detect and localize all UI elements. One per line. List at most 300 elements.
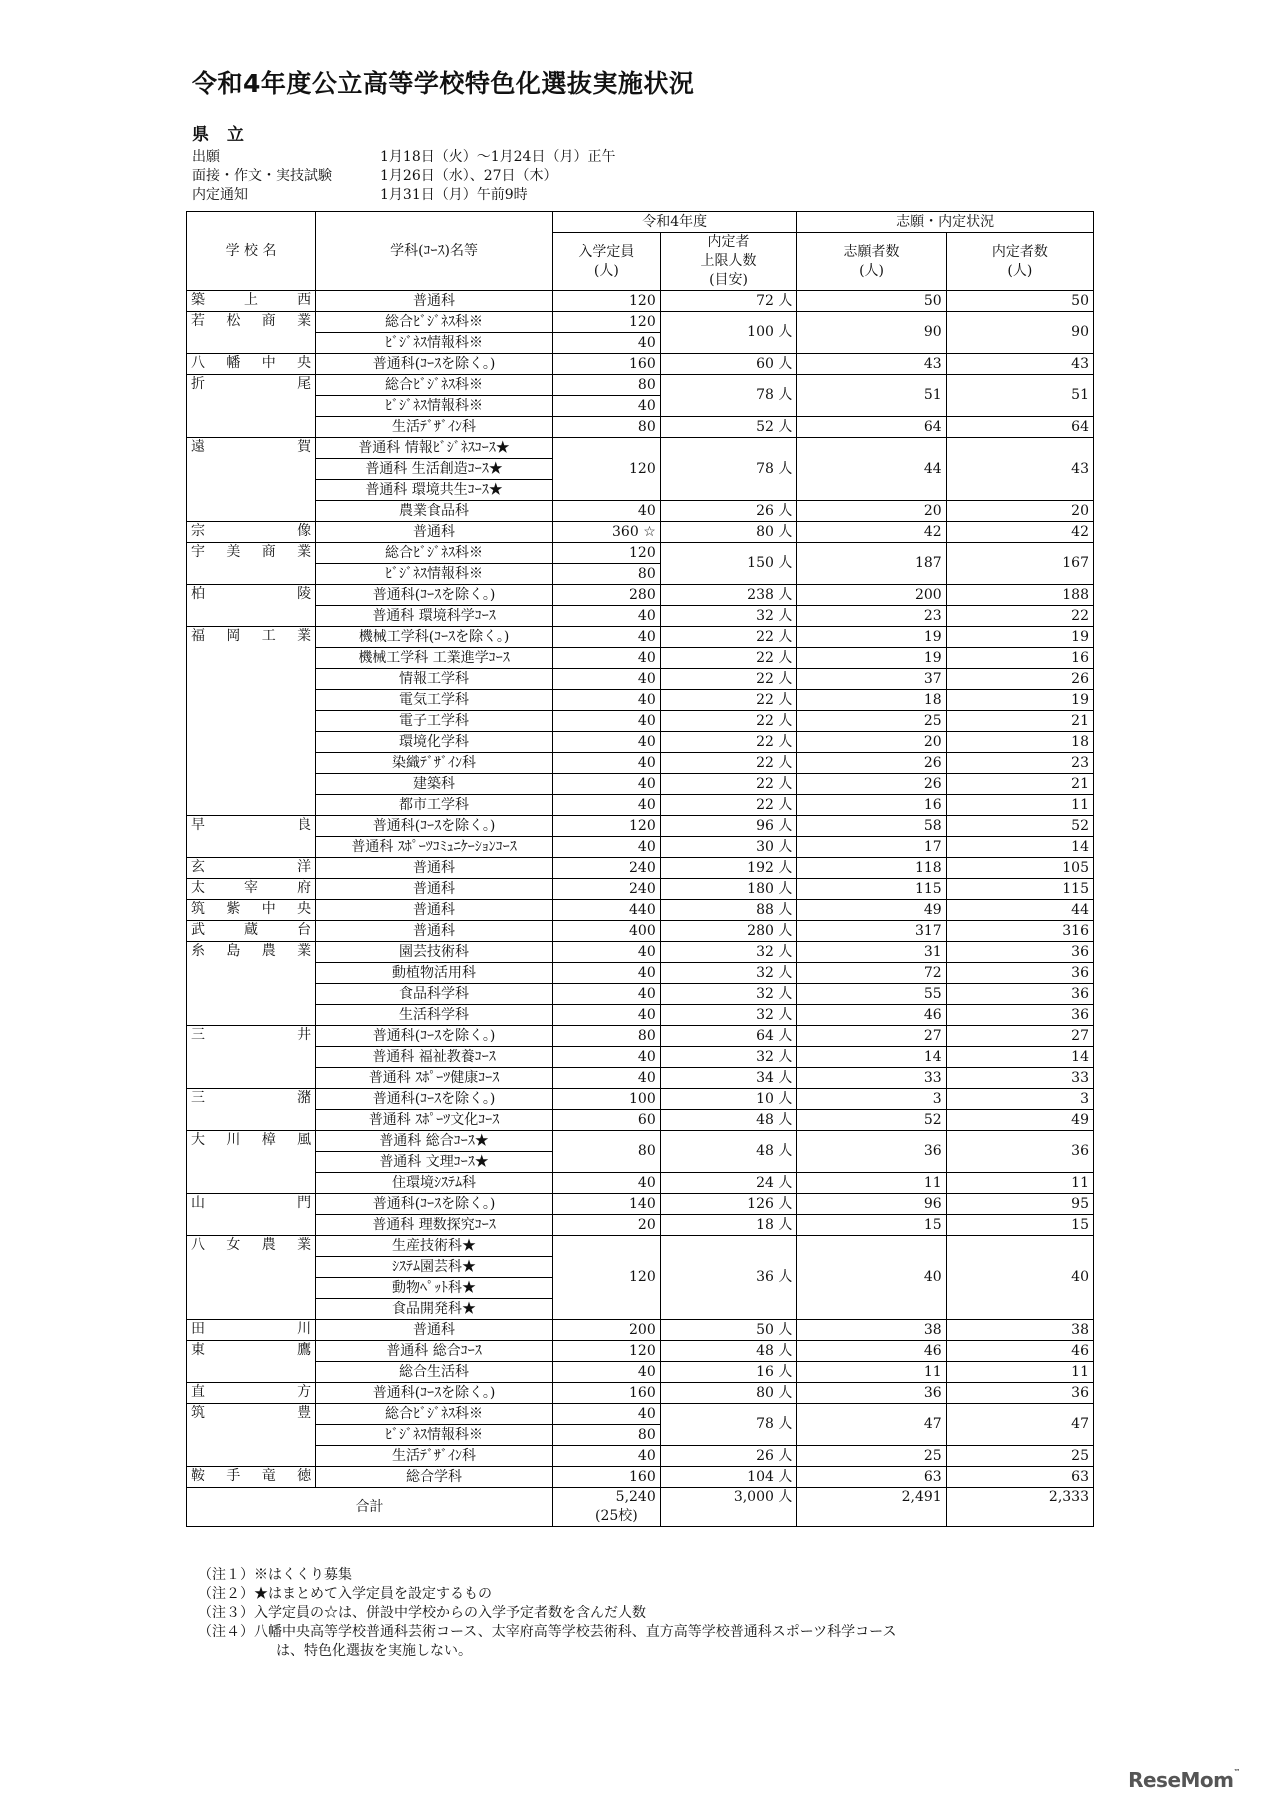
school-name: 大 川 樟 風 [187,1131,316,1194]
selection-status-table [186,211,1094,1527]
admitted-value: 11 [946,1362,1093,1383]
admitted-value: 36 [946,1131,1093,1173]
dept-name: 住環境ｼｽﾃﾑ科 [316,1173,553,1194]
limit-value: 10 人 [660,1089,797,1110]
applicants-value: 46 [797,1005,946,1026]
admitted-value: 44 [946,900,1093,921]
quota-value: 80 [552,1131,660,1173]
school-name: 東 鷹 [187,1341,316,1383]
applicants-value: 16 [797,795,946,816]
admitted-value: 11 [946,795,1093,816]
quota-value: 240 [552,879,660,900]
dept-name: 総合ﾋﾞｼﾞﾈｽ科※ [316,543,553,564]
limit-value: 22 人 [660,753,797,774]
applicants-value: 37 [797,669,946,690]
admitted-value: 40 [946,1236,1093,1320]
quota-value: 120 [552,1236,660,1320]
dept-name: ﾋﾞｼﾞﾈｽ情報科※ [316,564,553,585]
note: （注２）★はまとめて入学定員を設定するもの [198,1586,492,1602]
limit-value: 48 人 [660,1341,797,1362]
dept-name: 普通科 環境科学ｺｰｽ [316,606,553,627]
limit-value: 150 人 [660,543,797,585]
schedule-label: 出願 [192,149,220,165]
admitted-value: 46 [946,1341,1093,1362]
applicants-value: 18 [797,690,946,711]
note-continuation: は、特色化選抜を実施しない。 [276,1643,472,1659]
school-name: 筑 紫 中 央 [187,900,316,921]
quota-value: 160 [552,354,660,375]
quota-value: 40 [552,1068,660,1089]
limit-value: 78 人 [660,1404,797,1446]
quota-value: 40 [552,627,660,648]
table-row [187,837,1094,858]
limit-value: 32 人 [660,984,797,1005]
limit-value: 22 人 [660,795,797,816]
dept-name: ﾋﾞｼﾞﾈｽ情報科※ [316,1425,553,1446]
school-name: 筑 豊 [187,1404,316,1467]
quota-value: 240 [552,858,660,879]
applicants-value: 118 [797,858,946,879]
limit-value: 22 人 [660,774,797,795]
limit-value: 30 人 [660,837,797,858]
admitted-value: 16 [946,648,1093,669]
header-dept: 学科(ｺｰｽ)名等 [316,212,553,291]
school-name: 三 潴 [187,1089,316,1131]
admitted-value: 167 [946,543,1093,585]
dept-name: 生活科学科 [316,1005,553,1026]
limit-value: 22 人 [660,627,797,648]
header-limit-line: (目安) [709,272,749,288]
dept-name: 総合学科 [316,1467,553,1488]
page-title: 令和4年度公立高等学校特色化選抜実施状況 [192,69,695,98]
school-name: 八 女 農 業 [187,1236,316,1320]
limit-value: 48 人 [660,1110,797,1131]
dept-name: 普通科(ｺｰｽを除く。) [316,354,553,375]
schedule-label: 内定通知 [192,187,248,203]
limit-value: 26 人 [660,1446,797,1467]
quota-value: 140 [552,1194,660,1215]
limit-value: 64 人 [660,1026,797,1047]
table-row [187,606,1094,627]
applicants-value: 31 [797,942,946,963]
admitted-value: 36 [946,984,1093,1005]
table-row [187,354,1094,375]
school-name: 福 岡 工 業 [187,627,316,816]
admitted-value: 18 [946,732,1093,753]
trademark-icon: ™ [1233,1768,1240,1776]
limit-value: 80 人 [660,1383,797,1404]
dept-name: 普通科(ｺｰｽを除く。) [316,1026,553,1047]
applicants-value: 44 [797,438,946,501]
applicants-value: 55 [797,984,946,1005]
quota-value: 440 [552,900,660,921]
admitted-value: 49 [946,1110,1093,1131]
header-limit-line: 上限人数 [700,253,757,269]
school-name: 山 門 [187,1194,316,1236]
dept-name: 食品科学科 [316,984,553,1005]
limit-value: 32 人 [660,1047,797,1068]
schedule-value: 1月18日（火）～1月24日（月）正午 [380,149,616,165]
dept-name: 機械工学科 工業進学ｺｰｽ [316,648,553,669]
limit-value: 22 人 [660,648,797,669]
limit-value: 238 人 [660,585,797,606]
quota-value: 80 [552,417,660,438]
limit-value: 80 人 [660,522,797,543]
admitted-value: 188 [946,585,1093,606]
limit-value: 16 人 [660,1362,797,1383]
note: （注１）※はくくり募集 [198,1567,352,1583]
table-row [187,732,1094,753]
school-name: 折 尾 [187,375,316,438]
quota-value: 40 [552,1362,660,1383]
table-row [187,291,1094,312]
schedule-row [192,148,615,167]
applicants-value: 43 [797,354,946,375]
total-applicants: 2,491 [797,1488,946,1527]
admitted-value: 33 [946,1068,1093,1089]
dept-name: 普通科 [316,858,553,879]
dept-name: 普通科 ｽﾎﾟｰﾂ文化ｺｰｽ [316,1110,553,1131]
dept-name: 普通科 福祉教養ｺｰｽ [316,1047,553,1068]
quota-value: 160 [552,1383,660,1404]
applicants-value: 200 [797,585,946,606]
school-name: 太 宰 府 [187,879,316,900]
dept-name: 普通科 [316,1320,553,1341]
applicants-value: 15 [797,1215,946,1236]
table-row [187,627,1094,648]
table-row [187,1047,1094,1068]
applicants-value: 11 [797,1173,946,1194]
quota-value: 400 [552,921,660,942]
limit-value: 104 人 [660,1467,797,1488]
school-name: 鞍 手 竜 徳 [187,1467,316,1488]
dept-name: 普通科 環境共生ｺｰｽ★ [316,480,553,501]
quota-value: 40 [552,774,660,795]
admitted-value: 43 [946,354,1093,375]
admitted-value: 115 [946,879,1093,900]
limit-value: 100 人 [660,312,797,354]
applicants-value: 20 [797,501,946,522]
applicants-value: 19 [797,627,946,648]
quota-value: 280 [552,585,660,606]
limit-value: 22 人 [660,732,797,753]
quota-value: 40 [552,1005,660,1026]
logo-text: ReseMom [1128,1768,1234,1792]
school-name: 早 良 [187,816,316,858]
dept-name: 普通科 [316,879,553,900]
limit-value: 180 人 [660,879,797,900]
table-row [187,1467,1094,1488]
applicants-value: 46 [797,1341,946,1362]
school-name: 八 幡 中 央 [187,354,316,375]
dept-name: 普通科(ｺｰｽを除く。) [316,816,553,837]
dept-name: 普通科 総合ｺｰｽ★ [316,1131,553,1152]
header-admitted-unit: (人) [1007,262,1033,279]
admitted-value: 51 [946,375,1093,417]
quota-value: 360 ☆ [552,522,660,543]
quota-value: 40 [552,396,660,417]
admitted-value: 43 [946,438,1093,501]
table-row [187,900,1094,921]
admitted-value: 47 [946,1404,1093,1446]
prefecture-label: 県 立 [192,125,250,145]
quota-value: 120 [552,312,660,333]
applicants-value: 19 [797,648,946,669]
applicants-value: 40 [797,1236,946,1320]
limit-value: 60 人 [660,354,797,375]
dept-name: 普通科(ｺｰｽを除く。) [316,1194,553,1215]
limit-value: 78 人 [660,438,797,501]
limit-value: 24 人 [660,1173,797,1194]
applicants-value: 115 [797,879,946,900]
applicants-value: 14 [797,1047,946,1068]
limit-value: 32 人 [660,606,797,627]
total-quota-schools: (25校) [594,1508,638,1524]
dept-name: 普通科 ｽﾎﾟｰﾂｺﾐｭﾆｹｰｼｮﾝｺｰｽ [316,837,553,858]
applicants-value: 49 [797,900,946,921]
quota-value: 60 [552,1110,660,1131]
quota-value: 40 [552,690,660,711]
total-admitted: 2,333 [946,1488,1093,1527]
admitted-value: 11 [946,1173,1093,1194]
applicants-value: 25 [797,711,946,732]
applicants-value: 26 [797,753,946,774]
admitted-value: 27 [946,1026,1093,1047]
admitted-value: 22 [946,606,1093,627]
applicants-value: 27 [797,1026,946,1047]
notes [198,1566,896,1661]
dept-name: 情報工学科 [316,669,553,690]
quota-value: 40 [552,711,660,732]
dept-name: 園芸技術科 [316,942,553,963]
applicants-value: 36 [797,1131,946,1173]
limit-value: 32 人 [660,1005,797,1026]
header-applicants [797,233,946,291]
limit-value: 22 人 [660,690,797,711]
total-label: 合計 [187,1488,553,1527]
limit-value: 72 人 [660,291,797,312]
table-row [187,1383,1094,1404]
table-row [187,1026,1094,1047]
table-row [187,543,1094,564]
dept-name: 環境化学科 [316,732,553,753]
dept-name: 建築科 [316,774,553,795]
dept-name: 総合生活科 [316,1362,553,1383]
dept-name: ｼｽﾃﾑ園芸科★ [316,1257,553,1278]
quota-value: 40 [552,732,660,753]
dept-name: 動植物活用科 [316,963,553,984]
admitted-value: 19 [946,690,1093,711]
total-row [187,1488,1094,1527]
quota-value: 40 [552,837,660,858]
table-row [187,669,1094,690]
dept-name: 普通科(ｺｰｽを除く。) [316,1383,553,1404]
header-quota-line: 入学定員 [578,243,635,260]
school-name: 糸 島 農 業 [187,942,316,1026]
table-row [187,501,1094,522]
quota-value: 40 [552,648,660,669]
dept-name: 普通科 理数探究ｺｰｽ [316,1215,553,1236]
table-row [187,438,1094,459]
table-row [187,1446,1094,1467]
admitted-value: 38 [946,1320,1093,1341]
schedule-value: 1月26日（水）、27日（木） [380,168,558,184]
dept-name: ﾋﾞｼﾞﾈｽ情報科※ [316,396,553,417]
total-quota [552,1488,660,1527]
dept-name: 染織ﾃﾞｻﾞｲﾝ科 [316,753,553,774]
table-row [187,774,1094,795]
applicants-value: 96 [797,1194,946,1215]
applicants-value: 20 [797,732,946,753]
applicants-value: 187 [797,543,946,585]
admitted-value: 105 [946,858,1093,879]
table-row [187,942,1094,963]
limit-value: 22 人 [660,669,797,690]
dept-name: 普通科 [316,921,553,942]
dept-name: 農業食品科 [316,501,553,522]
table-row [187,1320,1094,1341]
table-row [187,585,1094,606]
table-row [187,1236,1094,1257]
admitted-value: 90 [946,312,1093,354]
table-row [187,816,1094,837]
admitted-value: 21 [946,774,1093,795]
schedule-row [192,186,615,205]
applicants-value: 38 [797,1320,946,1341]
header-limit [660,233,797,291]
admitted-value: 63 [946,1467,1093,1488]
admitted-value: 26 [946,669,1093,690]
limit-value: 26 人 [660,501,797,522]
admitted-value: 64 [946,417,1093,438]
header-quota [552,233,660,291]
limit-value: 192 人 [660,858,797,879]
dept-name: 生活ﾃﾞｻﾞｲﾝ科 [316,1446,553,1467]
applicants-value: 17 [797,837,946,858]
dept-name: 電気工学科 [316,690,553,711]
table-row [187,1089,1094,1110]
applicants-value: 23 [797,606,946,627]
quota-value: 200 [552,1320,660,1341]
dept-name: 生産技術科★ [316,1236,553,1257]
table-row [187,1404,1094,1425]
applicants-value: 47 [797,1404,946,1446]
table-row [187,795,1094,816]
limit-value: 50 人 [660,1320,797,1341]
applicants-value: 58 [797,816,946,837]
applicants-value: 64 [797,417,946,438]
table-row [187,1362,1094,1383]
school-name: 直 方 [187,1383,316,1404]
quota-value: 120 [552,543,660,564]
dept-name: 食品開発科★ [316,1299,553,1320]
table-row [187,1341,1094,1362]
total-limit: 3,000 人 [660,1488,797,1527]
dept-name: 機械工学科(ｺｰｽを除く。) [316,627,553,648]
limit-value: 36 人 [660,1236,797,1320]
header-applicants-line: 志願者数 [843,243,900,260]
school-name: 若 松 商 業 [187,312,316,354]
header-admitted [946,233,1093,291]
dept-name: 総合ﾋﾞｼﾞﾈｽ科※ [316,1404,553,1425]
table-row [187,858,1094,879]
table-row [187,1005,1094,1026]
header-quota-unit: (人) [593,262,619,279]
quota-value: 40 [552,753,660,774]
dept-name: ﾋﾞｼﾞﾈｽ情報科※ [316,333,553,354]
schedule [192,148,615,205]
table-row [187,711,1094,732]
school-name: 田 川 [187,1320,316,1341]
table-row [187,312,1094,333]
quota-value: 40 [552,669,660,690]
applicants-value: 25 [797,1446,946,1467]
quota-value: 160 [552,1467,660,1488]
admitted-value: 25 [946,1446,1093,1467]
dept-name: 普通科(ｺｰｽを除く。) [316,1089,553,1110]
table-row [187,921,1094,942]
applicants-value: 26 [797,774,946,795]
dept-name: 普通科 ｽﾎﾟｰﾂ健康ｺｰｽ [316,1068,553,1089]
admitted-value: 36 [946,1383,1093,1404]
total-quota-value: 5,240 [615,1489,656,1505]
applicants-value: 3 [797,1089,946,1110]
table-row [187,1131,1094,1152]
applicants-value: 51 [797,375,946,417]
table-row [187,522,1094,543]
table-row [187,1215,1094,1236]
quota-value: 80 [552,1026,660,1047]
dept-name: 普通科 [316,291,553,312]
admitted-value: 14 [946,837,1093,858]
quota-value: 40 [552,501,660,522]
dept-name: 総合ﾋﾞｼﾞﾈｽ科※ [316,375,553,396]
limit-value: 126 人 [660,1194,797,1215]
admitted-value: 36 [946,1005,1093,1026]
quota-value: 40 [552,1404,660,1425]
limit-value: 78 人 [660,375,797,417]
school-name: 三 井 [187,1026,316,1089]
header-admitted-line: 内定者数 [991,243,1048,260]
admitted-value: 50 [946,291,1093,312]
admitted-value: 95 [946,1194,1093,1215]
applicants-value: 63 [797,1467,946,1488]
applicants-value: 90 [797,312,946,354]
school-name: 築 上 西 [187,291,316,312]
dept-name: 都市工学科 [316,795,553,816]
quota-value: 40 [552,606,660,627]
table-row [187,1068,1094,1089]
header-year-group: 令和4年度 [552,212,796,233]
quota-value: 40 [552,333,660,354]
limit-value: 32 人 [660,942,797,963]
table-row [187,1110,1094,1131]
table-row [187,690,1094,711]
limit-value: 96 人 [660,816,797,837]
quota-value: 80 [552,564,660,585]
applicants-value: 50 [797,291,946,312]
school-name: 宗 像 [187,522,316,543]
admitted-value: 20 [946,501,1093,522]
admitted-value: 21 [946,711,1093,732]
note: （注３）入学定員の☆は、併設中学校からの入学予定者数を含んだ人数 [198,1605,646,1621]
quota-value: 40 [552,942,660,963]
admitted-value: 3 [946,1089,1093,1110]
applicants-value: 52 [797,1110,946,1131]
applicants-value: 42 [797,522,946,543]
quota-value: 120 [552,438,660,501]
school-name: 玄 洋 [187,858,316,879]
